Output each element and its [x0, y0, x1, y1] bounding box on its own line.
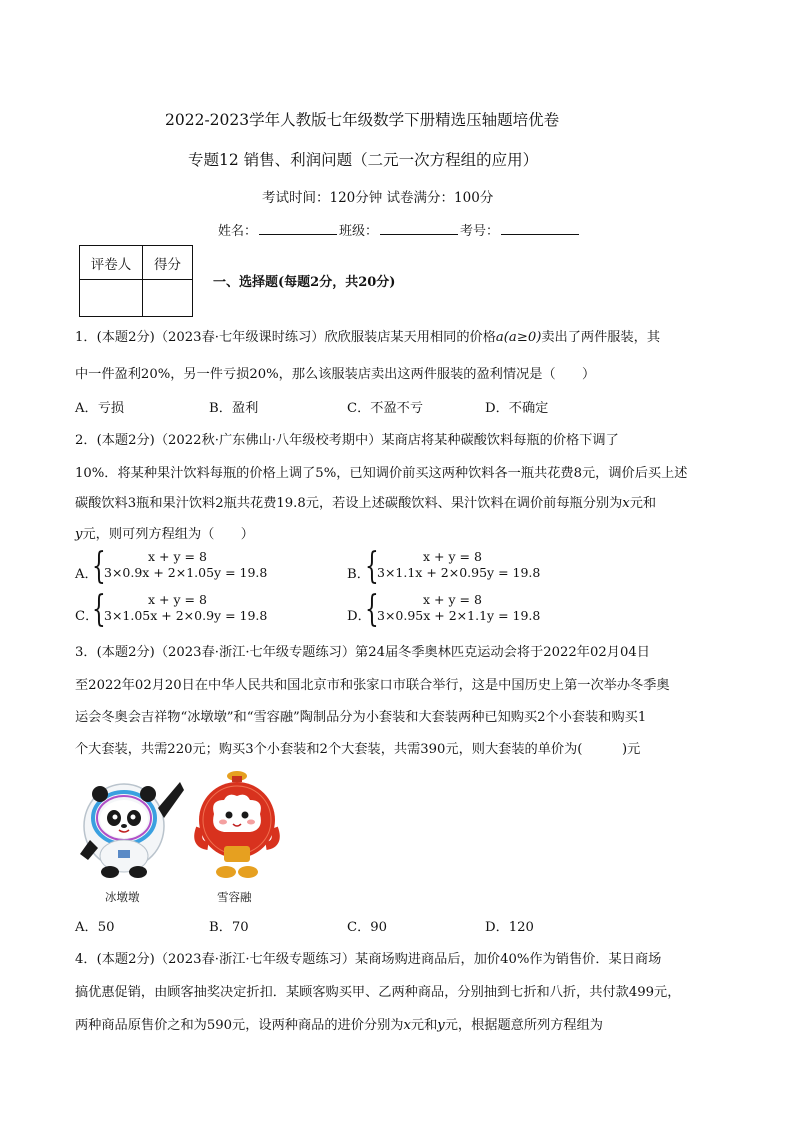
- q4-text-a: 两种商品原售价之和为590元，设两种商品的进价分别为: [75, 1018, 404, 1033]
- q2-text-c: 元，则可列方程组为（ ）: [82, 527, 254, 542]
- q2-line2: 10%．将某种果汁饮料每瓶的价格上调了5%，已知调价前买这两种饮料各一瓶共花费8元，调价后买上述: [75, 466, 688, 481]
- class-label: 班级：: [339, 224, 379, 239]
- exam-info: 考试时间：120分钟 试卷满分：100分: [262, 190, 494, 206]
- q2-option-a-label[interactable]: A．: [75, 567, 98, 582]
- q2-text-b: 元和: [629, 496, 657, 511]
- score-header: 得分: [143, 246, 193, 280]
- score-cell[interactable]: [143, 280, 193, 317]
- class-blank[interactable]: [380, 222, 458, 235]
- var-x: x: [622, 496, 630, 511]
- student-info-row: [218, 220, 581, 239]
- equation-bottom: 3×1.05x + 2×0.9y = 19.8: [104, 608, 268, 623]
- brace-icon: {: [92, 546, 106, 587]
- q2-line4: [75, 523, 254, 542]
- q3-option-d[interactable]: D．120: [485, 920, 534, 935]
- id-blank[interactable]: [501, 222, 579, 235]
- q4-line1: 4．(本题2分)（2023春·浙江·七年级专题练习）某商场购进商品后，加价40%作为销售价．某日商场: [75, 952, 662, 967]
- q2-line1: 2．(本题2分)（2022秋·广东佛山·八年级校考期中）某商店将某种碳酸饮料每瓶的价格下调了: [75, 433, 619, 448]
- grading-table: [79, 245, 193, 317]
- q3-option-a[interactable]: A．50: [75, 920, 115, 935]
- var-a: a: [495, 330, 504, 345]
- q3-line1: 3．(本题2分)（2023春·浙江·七年级专题练习）第24届冬季奥林匹克运动会将于2022年02月04日: [75, 645, 650, 660]
- grader-cell[interactable]: [80, 280, 143, 317]
- document-title: 2022-2023学年人教版七年级数学下册精选压轴题培优卷: [165, 111, 560, 129]
- shuey-rhon-rhon-image: [192, 768, 282, 880]
- q3-option-c[interactable]: C．90: [347, 920, 388, 935]
- q3-line4: 个大套装，共需220元；购买3个小套装和2个大套装，共需390元，则大套装的单价为( )元: [75, 742, 641, 757]
- caption-shuey-rhon-rhon: 雪容融: [217, 890, 252, 904]
- equation-top: x + y = 8: [423, 592, 482, 607]
- name-blank[interactable]: [259, 222, 337, 235]
- q2-text-a: 碳酸饮料3瓶和果汁饮料2瓶共花费19.8元，若设上述碳酸饮料、果汁饮料在调价前每瓶分别为: [75, 496, 623, 511]
- q1-text-a: 1．(本题2分)（2023春·七年级课时练习）欣欣服装店某天用相同的价格: [75, 330, 496, 345]
- q1-option-a[interactable]: A．亏损: [75, 401, 125, 416]
- var-y: y: [75, 527, 83, 542]
- topic-subtitle: 专题12 销售、利润问题（二元一次方程组的应用）: [188, 151, 539, 169]
- q1-option-b[interactable]: B．盈利: [209, 401, 259, 416]
- equation-bottom: 3×0.95x + 2×1.1y = 19.8: [377, 608, 541, 623]
- q1-text-b: 卖出了两件服装，其: [541, 330, 661, 345]
- q4-line3: [75, 1014, 603, 1033]
- q2-option-d-label[interactable]: D．: [347, 609, 371, 624]
- var-x: x: [403, 1018, 411, 1033]
- q4-text-c: 元，根据题意所列方程组为: [444, 1018, 603, 1033]
- equation-bottom: 3×1.1x + 2×0.95y = 19.8: [377, 565, 541, 580]
- q1-line2: 中一件盈利20%，另一件亏损20%，那么该服装店卖出这两件服装的盈利情况是（ ）: [75, 367, 596, 382]
- q4-text-b: 元和: [410, 1018, 438, 1033]
- q3-line3: 运会冬奥会吉祥物“冰墩墩”和“雪容融”陶制品分为小套装和大套装两种已知购买2个小套装和购买1: [75, 710, 647, 725]
- grader-header: 评卷人: [80, 246, 143, 280]
- q2-option-b-label[interactable]: B．: [347, 567, 370, 582]
- q3-option-b[interactable]: B．70: [209, 920, 249, 935]
- q3-line2: 至2022年02月20日在中华人民共和国北京市和张家口市联合举行，这是中国历史上第一次举办冬季奥: [75, 678, 670, 693]
- q1-option-c[interactable]: C．不盈不亏: [347, 401, 424, 416]
- q2-line3: [75, 492, 656, 511]
- q2-option-c-label[interactable]: C．: [75, 609, 99, 624]
- q1-option-d[interactable]: D．不确定: [485, 401, 549, 416]
- caption-bing-dwen-dwen: 冰墩墩: [105, 890, 140, 904]
- brace-icon: {: [365, 589, 379, 630]
- id-label: 考号：: [460, 224, 500, 239]
- equation-bottom: 3×0.9x + 2×1.05y = 19.8: [104, 565, 268, 580]
- q1-line1: [75, 326, 660, 345]
- brace-icon: {: [92, 589, 106, 630]
- var-a-condition: (a≥0): [503, 330, 542, 345]
- name-label: 姓名：: [218, 224, 258, 239]
- equation-top: x + y = 8: [423, 549, 482, 564]
- equation-top: x + y = 8: [148, 592, 207, 607]
- equation-top: x + y = 8: [148, 549, 207, 564]
- var-y: y: [437, 1018, 445, 1033]
- section-heading: 一、选择题(每题2分，共20分): [213, 275, 396, 290]
- brace-icon: {: [365, 546, 379, 587]
- bing-dwen-dwen-image: [72, 768, 190, 880]
- q4-line2: 搞优惠促销，由顾客抽奖决定折扣．某顾客购买甲、乙两种商品，分别抽到七折和八折，共付款499元，: [75, 985, 681, 1000]
